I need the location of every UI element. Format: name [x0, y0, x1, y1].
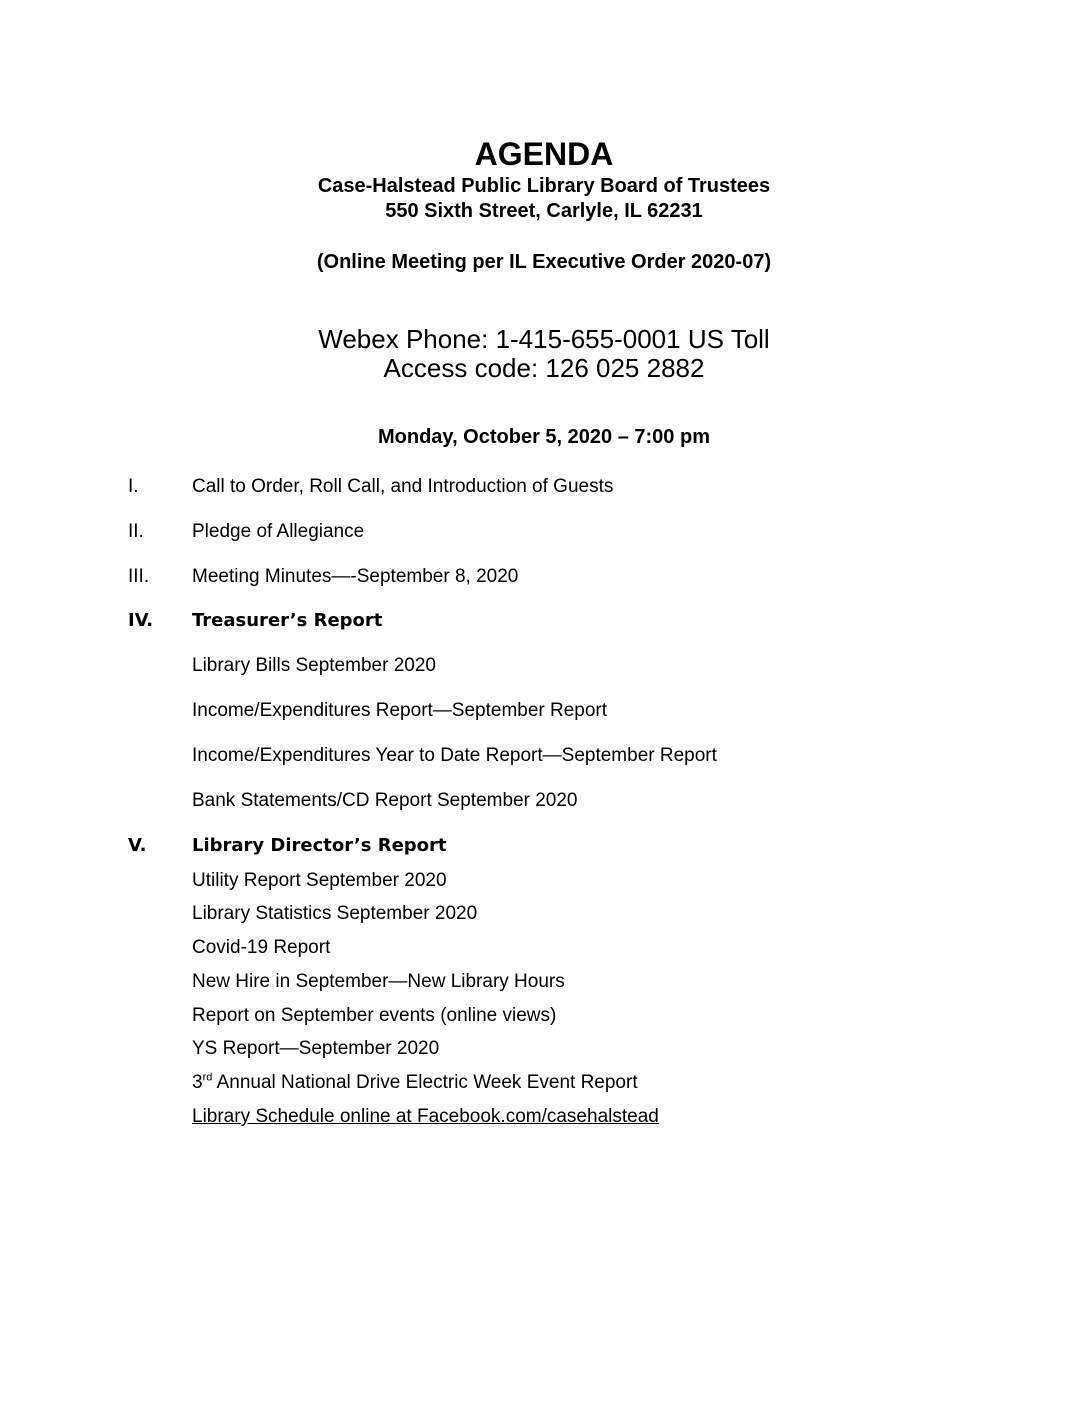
- subitem-library-statistics: Library Statistics September 2020: [192, 903, 478, 924]
- library-schedule-link-row: [192, 1105, 659, 1129]
- subitem-library-bills: Library Bills September 2020: [192, 655, 436, 676]
- subitem-drive-electric-week: [192, 1071, 638, 1095]
- address: 550 Sixth Street, Carlyle, IL 62231: [385, 200, 703, 222]
- page-title: AGENDA: [474, 136, 614, 172]
- online-meeting-note: (Online Meeting per IL Executive Order 2020-07): [316, 251, 772, 273]
- agenda-item-minutes: Meeting Minutes—-September 8, 2020: [192, 566, 519, 587]
- subitem-income-expenditures-report: Income/Expenditures Report—September Report: [192, 700, 608, 721]
- ordinal-number: 3: [192, 1072, 203, 1093]
- agenda-item-call-to-order: Call to Order, Roll Call, and Introduction of Guests: [192, 476, 614, 497]
- organization-name: Case-Halstead Public Library Board of Trustees: [317, 175, 771, 197]
- agenda-item-treasurers-report: Treasurer’s Report: [192, 610, 383, 631]
- subitem-bank-statements: Bank Statements/CD Report September 2020: [192, 790, 578, 811]
- agenda-numeral: II.: [128, 521, 144, 542]
- ordinal-suffix: rd: [202, 1071, 213, 1084]
- agenda-item-directors-report: Library Director’s Report: [192, 835, 447, 856]
- webex-phone: Webex Phone: 1-415-655-0001 US Toll: [318, 324, 770, 354]
- subitem-covid-report: Covid-19 Report: [192, 937, 331, 958]
- agenda-numeral: V.: [128, 835, 147, 856]
- facebook-schedule-link[interactable]: Library Schedule online at Facebook.com/casehalstead: [192, 1106, 659, 1127]
- access-code: Access code: 126 025 2882: [383, 353, 705, 383]
- agenda-numeral: I.: [128, 476, 139, 497]
- subitem-income-expenditures-ytd: Income/Expenditures Year to Date Report—September Report: [192, 745, 717, 766]
- agenda-item-pledge: Pledge of Allegiance: [192, 521, 365, 542]
- subitem-new-hire: New Hire in September—New Library Hours: [192, 971, 565, 992]
- subitem-ys-report: YS Report—September 2020: [192, 1038, 440, 1059]
- subitem-september-events: Report on September events (online views): [192, 1005, 557, 1026]
- subitem-utility-report: Utility Report September 2020: [192, 870, 447, 891]
- meeting-date: Monday, October 5, 2020 – 7:00 pm: [378, 426, 710, 448]
- agenda-numeral: III.: [128, 566, 150, 587]
- agenda-numeral: IV.: [128, 610, 154, 631]
- drive-week-text: Annual National Drive Electric Week Event Report: [212, 1072, 638, 1093]
